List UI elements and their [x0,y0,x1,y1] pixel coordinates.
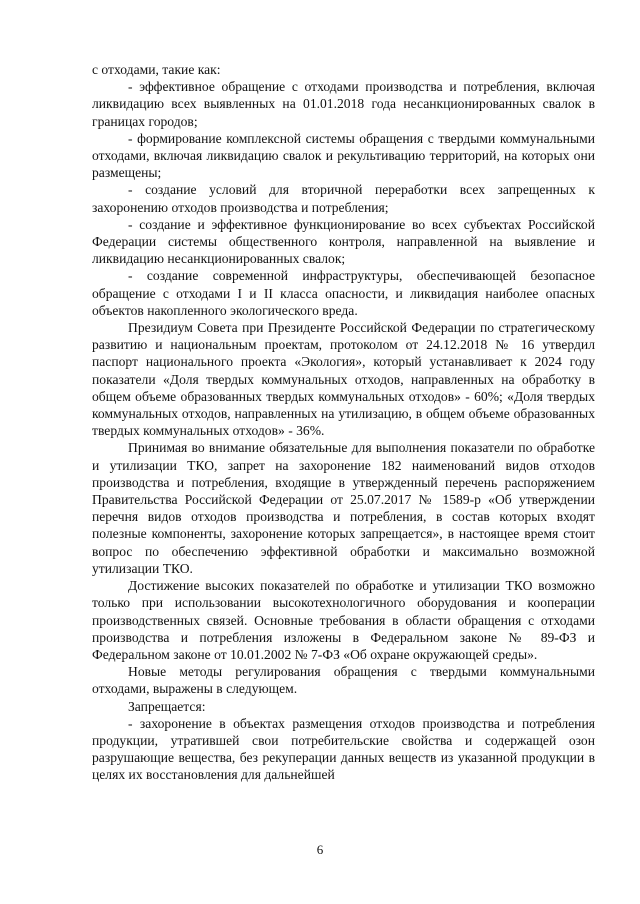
paragraph: с отходами, такие как: [92,62,221,77]
paragraph: Достижение высоких показателей по обработке и утилизации ТКО возможно только при использовании высокотехнологичного оборудования и кооперации производственных связей. Основные требования в области обращения с отходами производства и потребления изложены в Федеральном законе № 89-ФЗ и Федеральном законе от 10.01.2002 № 7-ФЗ «Об охране окружающей среды». [92,578,595,662]
page-body [92,61,595,784]
paragraph: - эффективное обращение с отходами производства и потребления, включая ликвидацию всех выявленных на 01.01.2018 года несанкционированных свалок в границах городов; [92,79,595,129]
paragraph: Президиум Совета при Президенте Российской Федерации по стратегическому развитию и национальным проектам, протоколом от 24.12.2018 № 16 утвердил паспорт национального проекта «Экология», который устанавливает к 2024 году показатели «Доля твердых коммунальных отходов, направленных на обработку в общем объеме образованных твердых коммунальных отходов» - 60%; «Доля твердых коммунальных отходов, направленных на утилизацию, в общем объеме образованных твердых коммунальных отходов» - 36%. [92,320,595,439]
paragraph: Новые методы регулирования обращения с твердыми коммунальными отходами, выражены в следующем. [92,664,595,697]
paragraph: - создание и эффективное функционирование во всех субъектах Российской Федерации системы общественного контроля, направленной на выявление и ликвидацию несанкционированных свалок; [92,216,595,267]
paragraph: - создание современной инфраструктуры, обеспечивающей безопасное обращение с отходами I и II класса опасности, и ликвидация наиболее опасных объектов накопленного экологического вреда. [92,268,595,318]
paragraph: - формирование комплексной системы обращения с твердыми коммунальными отходами, включая ликвидацию свалок и рекультивацию территорий, на которых они размещены; [92,130,595,181]
paragraph: - захоронение в объектах размещения отходов производства и потребления продукции, утратившей свои потребительские свойства и содержащей озон разрушающие вещества, без рекуперации данных веществ из указанной продукции в целях их восстановления для дальнейшей [92,715,595,783]
page-number: 6 [316,842,324,857]
paragraph: Запрещается: [128,698,206,714]
paragraph: Принимая во внимание обязательные для выполнения показатели по обработке и утилизации ТКО, запрет на захоронение 182 наименований видов отходов производства и потребления, входящие в утвержденный перечень распоряжением Правительства Российской Федерации от 25.07.2017 № 1589-р «Об утверждении перечня видов отходов производства и потребления, в состав которых входят полезные компоненты, захоронение которых запрещается», в настоящее время стоит вопрос по обеспечению эффективной обработки и максимально возможной утилизации ТКО. [92,440,595,576]
paragraph: - создание условий для вторичной переработки всех запрещенных к захоронению отходов производства и потребления; [92,182,595,215]
